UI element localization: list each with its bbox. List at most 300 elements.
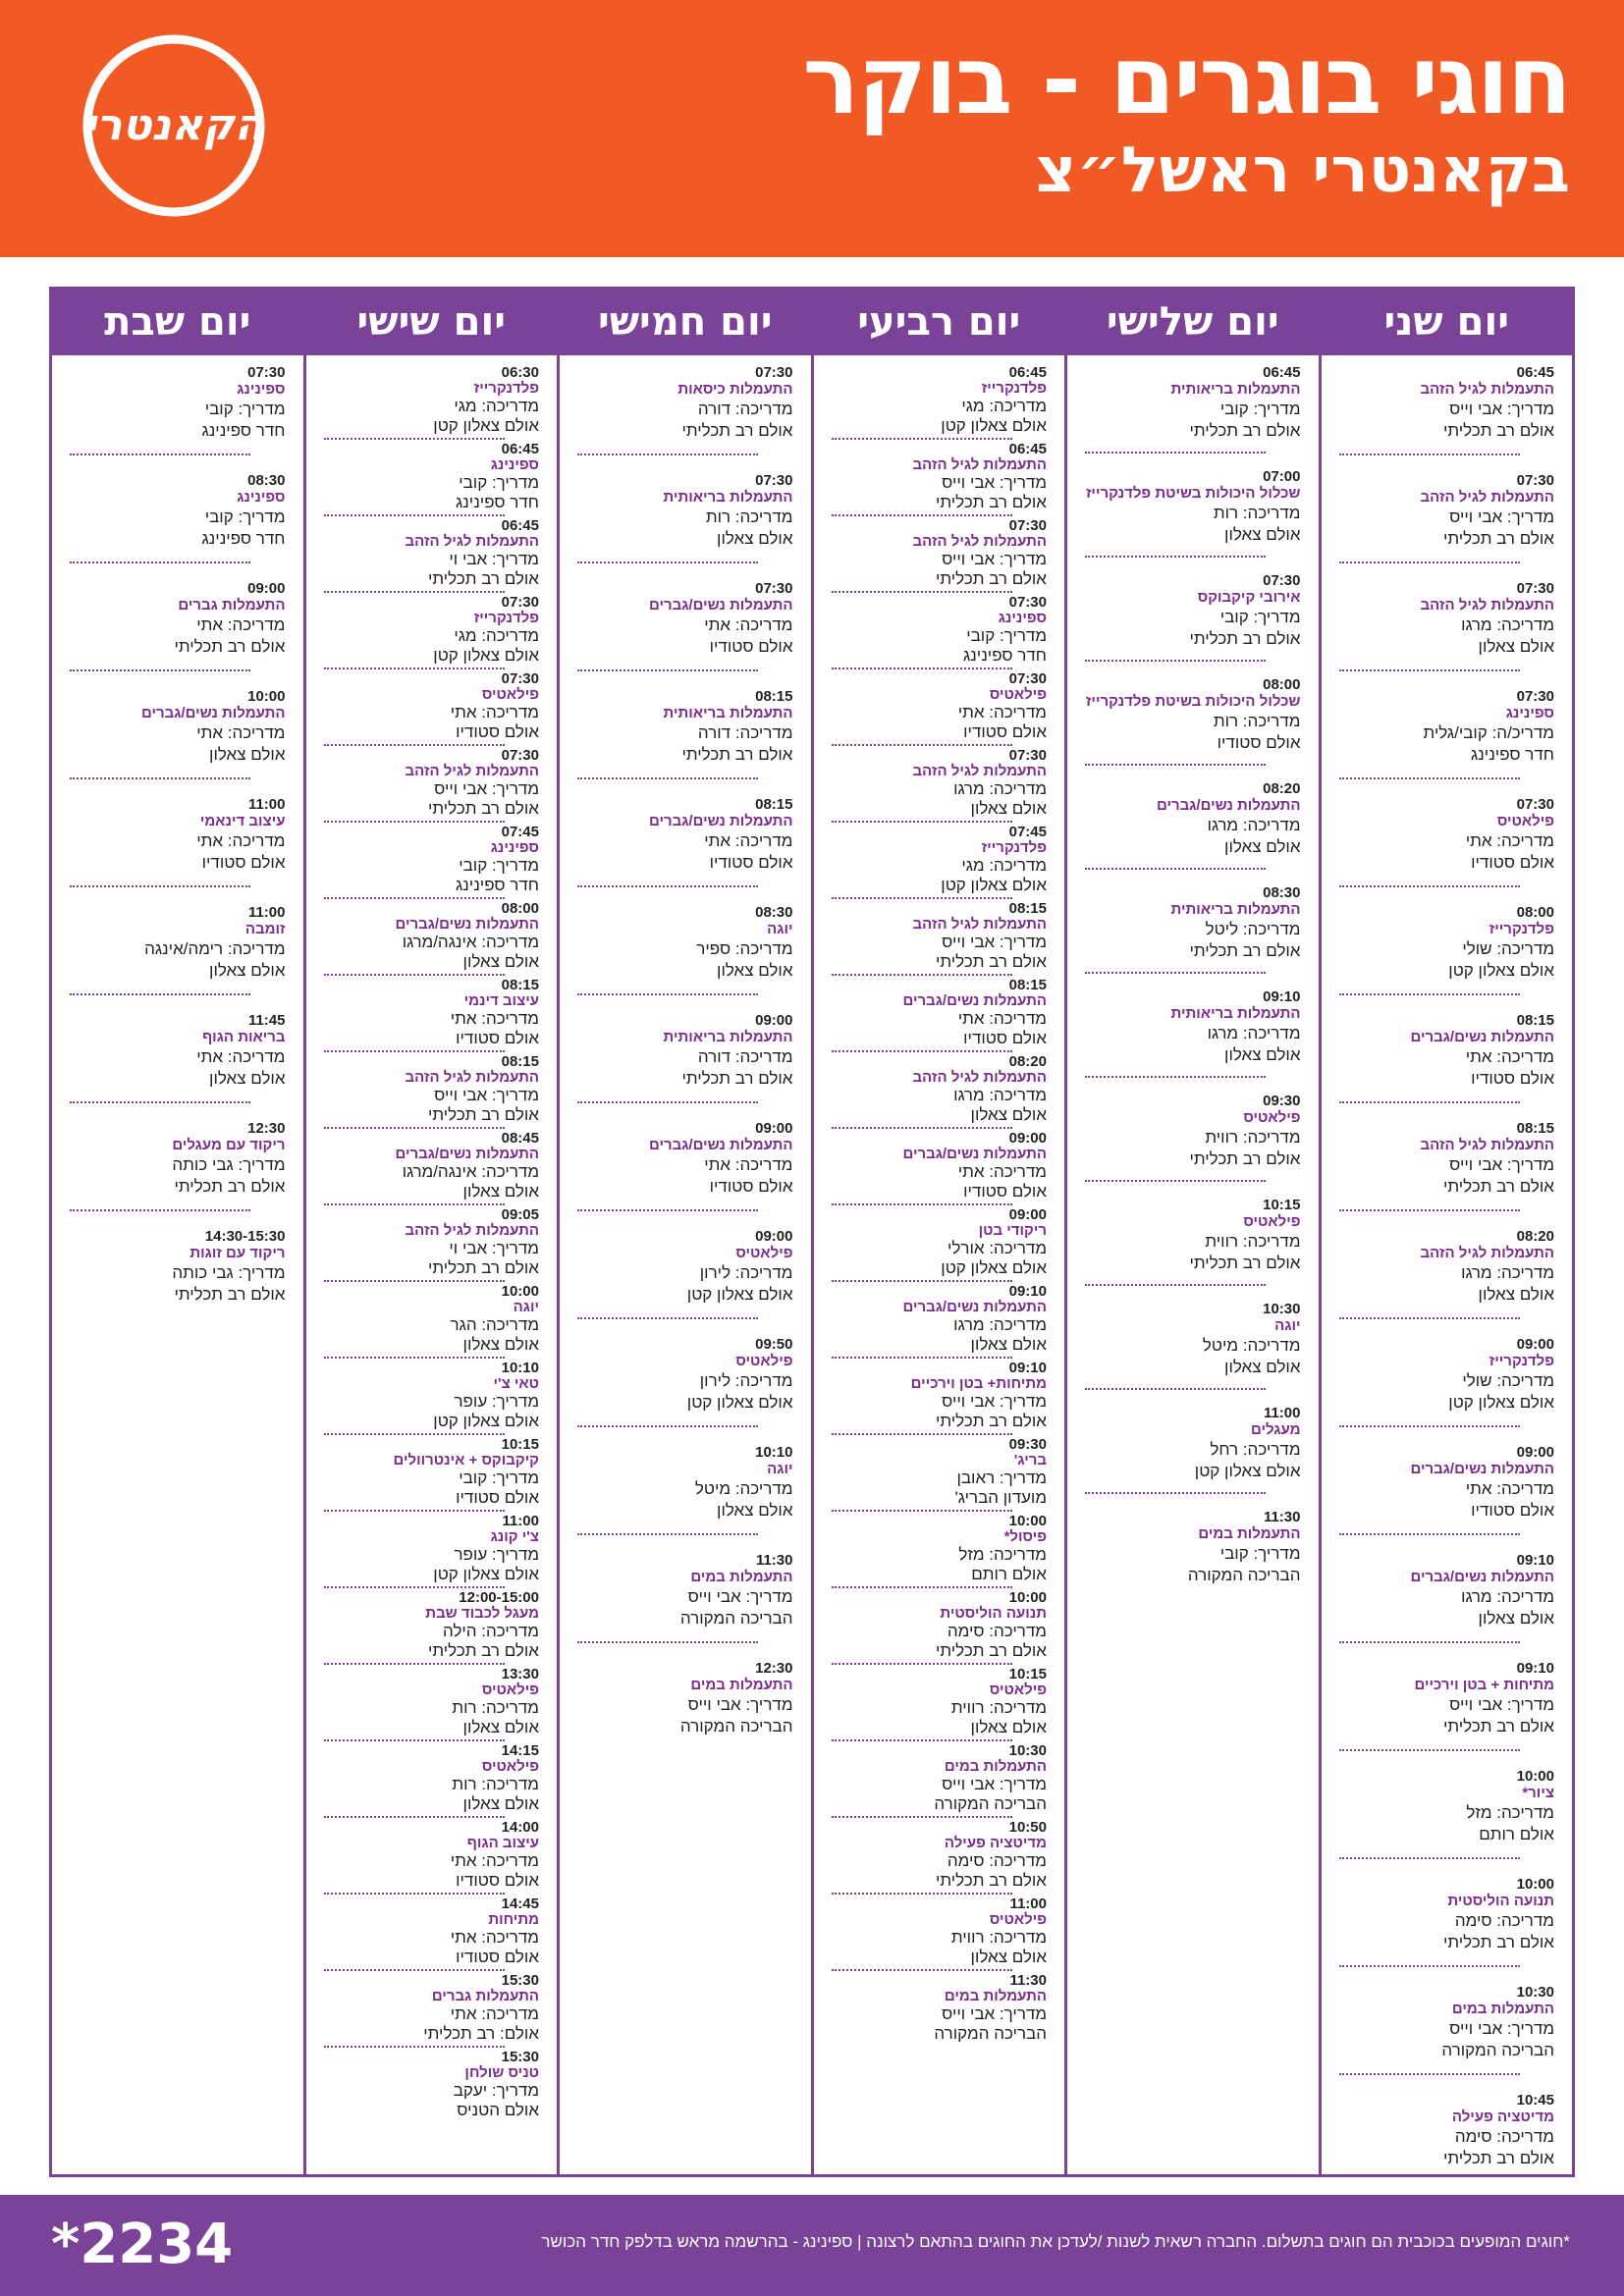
dotted-divider: [1085, 972, 1266, 974]
class-instructor: מדריכה: מרגו: [953, 1315, 1047, 1334]
class-time: 10:45: [1516, 2092, 1554, 2109]
class-item: [577, 365, 793, 442]
class-item: [324, 1667, 540, 1737]
class-instructor: מדריכה: מרגו: [1461, 1587, 1554, 1606]
dotted-divider: [1339, 1425, 1520, 1427]
class-time: 10:50: [1008, 1819, 1047, 1836]
class-location: אולם צאלון: [1224, 1358, 1301, 1376]
class-location: חדר ספינינג: [1470, 745, 1554, 764]
class-item: [832, 1820, 1048, 1891]
class-location: הבריכה המקורה: [1441, 2041, 1554, 2059]
dotted-divider: [324, 1357, 505, 1359]
class-item: [832, 978, 1048, 1048]
class-name: התעמלות נשים/גברים: [140, 705, 286, 721]
class-item: [1339, 1229, 1555, 1306]
class-name: שכלול היכולות בשיטת פלדנקרייז: [1085, 693, 1301, 710]
class-name: התעמלות במים: [690, 1569, 793, 1585]
class-time: 08:00: [501, 900, 539, 917]
class-time: 10:00: [247, 688, 286, 705]
class-location: אולם רב תכליתי: [1442, 1177, 1554, 1196]
dotted-divider: [324, 2046, 505, 2048]
class-name: התעמלות במים: [1451, 2001, 1554, 2017]
class-item: [1339, 797, 1555, 874]
class-time: 10:00: [1516, 1876, 1554, 1893]
class-location: אולם צאלון: [970, 1948, 1047, 1966]
class-time: 15:30: [501, 2049, 539, 2065]
class-instructor: מדריכה: רימה/אינגה: [144, 939, 286, 958]
dotted-divider: [1085, 1076, 1266, 1078]
class-instructor: מדריכה: דורה: [697, 400, 793, 418]
dotted-divider: [1339, 1533, 1520, 1535]
class-instructor: מדריך: אבי וייס: [1449, 1155, 1554, 1174]
class-item: [577, 1553, 793, 1629]
class-name: זומבה: [244, 921, 286, 937]
class-location: אולם רב תכליתי: [681, 421, 793, 440]
class-name: התעמלות לגיל הזהב: [1420, 597, 1554, 614]
class-time: 09:10: [1516, 1660, 1554, 1677]
class-time: 10:30: [1516, 1984, 1554, 2001]
header-banner: [0, 0, 1624, 257]
footer-note: *חוגים המופעים בכוכבית הם חוגים בתשלום. החברה רשאית לשנות /לעדכן את החוגים בהתאם לרצונה | ספינינג - בהרשמה מראש בדלפק חדר הכושר: [541, 2232, 1570, 2251]
dotted-divider: [324, 1816, 505, 1818]
class-item: [577, 1337, 793, 1414]
class-item: [1085, 1094, 1301, 1170]
class-item: [324, 518, 540, 589]
class-item: [577, 1445, 793, 1522]
dotted-divider: [577, 1101, 758, 1103]
class-time: 07:30: [1516, 796, 1554, 813]
class-item: [832, 1361, 1048, 1431]
dotted-divider: [577, 454, 758, 455]
class-name: התעמלות נשים/גברים: [902, 992, 1047, 1009]
class-location: אולם צאלון קטן: [941, 416, 1047, 435]
day-classes: [814, 355, 1065, 2174]
class-time: 06:30: [501, 364, 539, 381]
dotted-divider: [324, 1586, 505, 1588]
class-name: פילאטיס: [1496, 813, 1554, 829]
class-time: 09:00: [1516, 1336, 1554, 1353]
logo-text: הקאנטרי: [83, 100, 264, 150]
dotted-divider: [832, 1510, 1012, 1512]
class-time: 08:30: [247, 472, 286, 489]
class-instructor: מדריכה: סימה: [947, 1851, 1047, 1870]
dotted-divider: [832, 1280, 1012, 1282]
class-instructor: מדריכה: מזל: [958, 1545, 1047, 1564]
class-location: אולם צאלון: [970, 1105, 1047, 1124]
class-item: [324, 2050, 540, 2120]
dotted-divider: [832, 1357, 1012, 1359]
class-name: ריקוד עם מעגלים: [172, 1137, 286, 1153]
dotted-divider: [70, 1101, 250, 1103]
footer-bar: [0, 2195, 1624, 2296]
class-location: חדר ספינינג: [201, 421, 286, 440]
class-item: [324, 1590, 540, 1661]
class-location: אולם צאלון קטן: [433, 1412, 539, 1430]
dotted-divider: [832, 1739, 1012, 1741]
class-instructor: מדריך: קובי: [1219, 400, 1301, 418]
class-item: [832, 1054, 1048, 1125]
class-time: 09:00: [1008, 1130, 1047, 1147]
class-item: [577, 473, 793, 550]
class-item: [1085, 1406, 1301, 1482]
class-location: אולם צאלון: [209, 745, 286, 764]
class-location: אולם רב תכליתי: [1442, 1933, 1554, 1951]
class-instructor: מדריכה: מרגו: [1461, 1263, 1554, 1282]
dotted-divider: [1085, 764, 1266, 766]
class-item: [324, 1207, 540, 1278]
dotted-divider: [577, 1317, 758, 1319]
class-name: התעמלות לגיל הזהב: [405, 533, 539, 550]
dotted-divider: [832, 1203, 1012, 1205]
class-instructor: מדריכה: לירון: [699, 1263, 793, 1282]
class-location: אולם סטודיו: [1471, 1069, 1554, 1088]
class-name: מעגל לכבוד שבת: [425, 1605, 539, 1622]
class-instructor: מדריך: אבי וייס: [942, 473, 1047, 492]
dotted-divider: [1085, 868, 1266, 870]
class-time: 11:00: [1263, 1405, 1301, 1421]
dotted-divider: [1339, 1857, 1520, 1859]
class-location: אולם רב תכליתי: [427, 569, 539, 588]
class-item: [324, 901, 540, 972]
class-location: אולם צאלון: [209, 961, 286, 980]
class-item: [1339, 1769, 1555, 1845]
class-name: ספינינג: [998, 610, 1047, 626]
class-time: 09:00: [1516, 1444, 1554, 1461]
class-item: [324, 442, 540, 512]
class-instructor: מדריכה: מגי: [961, 856, 1047, 875]
class-item: [70, 689, 286, 766]
class-item: [832, 671, 1048, 742]
class-instructor: מדריכה: סימה: [947, 1622, 1047, 1640]
class-name: פילאטיס: [1243, 1213, 1301, 1230]
dotted-divider: [1339, 777, 1520, 779]
day-classes: [52, 355, 303, 2174]
dotted-divider: [832, 438, 1012, 440]
class-location: אולם רב תכליתי: [427, 1105, 539, 1124]
dotted-divider: [324, 1280, 505, 1282]
class-location: אולם צאלון קטן: [941, 876, 1047, 894]
class-item: [832, 1207, 1048, 1278]
class-location: אולם צאלון קטן: [433, 646, 539, 665]
dotted-divider: [577, 993, 758, 995]
class-name: מעגלים: [1250, 1421, 1301, 1438]
class-location: אולם צאלון: [1224, 525, 1301, 544]
class-name: התעמלות לגיל הזהב: [912, 916, 1047, 933]
class-time: 07:30: [755, 472, 793, 489]
class-instructor: מדריכה: שולי: [1462, 1371, 1554, 1390]
class-item: [324, 1973, 540, 2044]
dotted-divider: [1339, 1965, 1520, 1967]
class-name: התעמלות בריאותית: [1170, 1005, 1301, 1022]
class-name: התעמלות לגיל הזהב: [912, 763, 1047, 779]
class-time: 07:30: [1008, 747, 1047, 764]
header-titles: [802, 26, 1570, 208]
class-item: [577, 905, 793, 982]
class-name: צ'י קונג: [490, 1528, 539, 1545]
class-instructor: מדריכה: רווית: [1205, 1128, 1301, 1147]
dotted-divider: [1339, 1641, 1520, 1643]
class-instructor: מדריך: קובי: [459, 473, 539, 492]
class-name: התעמלות נשים/גברים: [648, 1137, 793, 1153]
class-location: אולם צאלון קטן: [1448, 961, 1554, 980]
class-name: טאי צ'י: [493, 1375, 539, 1392]
class-instructor: מדריכה: סימה: [1454, 2127, 1554, 2146]
class-item: [70, 1013, 286, 1090]
class-location: הבריכה המקורה: [934, 2024, 1047, 2043]
class-time: 09:10: [1263, 988, 1301, 1005]
day-header: יום שבת: [52, 290, 303, 355]
class-item: [324, 978, 540, 1048]
dotted-divider: [832, 514, 1012, 516]
class-location: אולם רב תכליתי: [935, 952, 1047, 971]
class-time: 07:30: [247, 364, 286, 381]
class-item: [1339, 1877, 1555, 1953]
dotted-divider: [832, 1893, 1012, 1895]
class-instructor: מדריכה: מזל: [1466, 1803, 1554, 1822]
class-name: ספינינג: [1505, 705, 1554, 721]
class-location: חדר ספינינג: [201, 529, 286, 548]
class-time: 08:15: [1516, 1012, 1554, 1029]
class-item: [577, 1229, 793, 1306]
dotted-divider: [577, 669, 758, 671]
dotted-divider: [1339, 1749, 1520, 1751]
dotted-divider: [324, 1050, 505, 1052]
dotted-divider: [577, 777, 758, 779]
class-location: אולם סטודיו: [456, 1029, 539, 1047]
class-name: עיצוב דינאמי: [199, 813, 286, 829]
class-location: אולם רב תכליתי: [1189, 941, 1301, 960]
class-item: [1085, 365, 1301, 442]
class-name: התעמלות במים: [944, 1758, 1047, 1775]
class-location: אולם צאלון: [462, 952, 539, 971]
schedule-grid: [49, 287, 1575, 2177]
class-item: [1085, 885, 1301, 962]
day-classes: [560, 355, 811, 2174]
class-item: [324, 365, 540, 436]
class-time: 07:30: [1516, 580, 1554, 597]
class-instructor: מדריכה: אתי: [196, 723, 286, 742]
class-location: אולם סטודיו: [456, 1948, 539, 1966]
class-time: 08:15: [1008, 900, 1047, 917]
class-item: [832, 1973, 1048, 2044]
class-name: בריג': [1013, 1452, 1047, 1468]
dotted-divider: [832, 1586, 1012, 1588]
class-name: התעמלות לגיל הזהב: [912, 533, 1047, 550]
class-time: 08:30: [755, 904, 793, 921]
class-location: אולם הטניס: [457, 2101, 539, 2119]
class-location: אולם צאלון קטן: [686, 1285, 793, 1304]
class-instructor: מדריכה: אתי: [704, 1155, 793, 1174]
class-location: אולם רב תכליתי: [935, 1412, 1047, 1430]
class-location: אולם צאלון: [717, 961, 793, 980]
class-location: חדר ספינינג: [455, 493, 539, 511]
class-instructor: מדריך: קובי: [459, 1468, 539, 1487]
class-instructor: מדריכה: מרגו: [953, 779, 1047, 798]
class-time: 11:30: [755, 1552, 793, 1569]
class-name: פילאטיס: [1243, 1109, 1301, 1126]
class-location: אולם רותם: [971, 1565, 1047, 1583]
dotted-divider: [324, 1663, 505, 1665]
class-location: הבריכה המקורה: [679, 1717, 793, 1735]
class-item: [324, 1437, 540, 1508]
class-location: אולם צאלון: [970, 799, 1047, 818]
class-item: [832, 518, 1048, 589]
class-instructor: מדריך: אבי וייס: [434, 779, 539, 798]
class-item: [577, 1661, 793, 1737]
class-instructor: מדריכה: אתי: [704, 615, 793, 634]
class-name: פילאטיס: [735, 1245, 793, 1261]
class-location: אולם סטודיו: [456, 1871, 539, 1890]
class-name: התעמלות נשים/גברים: [1410, 1569, 1554, 1585]
dotted-divider: [324, 514, 505, 516]
class-location: הבריכה המקורה: [1187, 1566, 1301, 1584]
class-item: [324, 595, 540, 666]
class-name: התעמלות נשים/גברים: [902, 1299, 1047, 1315]
class-item: [1339, 473, 1555, 550]
dotted-divider: [832, 897, 1012, 899]
class-time: 07:30: [1008, 594, 1047, 611]
page-subtitle: בקאנטרי ראשל״צ: [1035, 134, 1570, 207]
class-time: 09:00: [755, 1012, 793, 1029]
class-instructor: מדריך: עופר: [454, 1392, 539, 1411]
class-time: 14:15: [501, 1742, 539, 1759]
class-time: 07:30: [1008, 517, 1047, 534]
dotted-divider: [1085, 1180, 1266, 1182]
day-header: יום שלישי: [1067, 290, 1319, 355]
dotted-divider: [577, 1641, 758, 1643]
class-location: אולם צאלון קטן: [1448, 1393, 1554, 1412]
class-time: 11:30: [1263, 1509, 1301, 1525]
class-instructor: מדריכה: רחל: [1210, 1440, 1301, 1459]
class-item: [324, 1361, 540, 1431]
class-location: אולם רב תכליתי: [1442, 1717, 1554, 1735]
class-name: בריאות הגוף: [202, 1029, 286, 1045]
dotted-divider: [832, 821, 1012, 823]
class-name: ספינינג: [237, 381, 286, 398]
class-time: 06:45: [501, 517, 539, 534]
class-name: יוגה: [767, 1461, 793, 1477]
dotted-divider: [577, 885, 758, 887]
class-location: אולם צאלון קטן: [433, 1565, 539, 1583]
class-instructor: מדריכה: מרגו: [1207, 816, 1301, 834]
class-instructor: מדריכה: רות: [705, 507, 793, 526]
class-time: 09:00: [1008, 1206, 1047, 1223]
class-time: 07:30: [501, 747, 539, 764]
class-name: התעמלות בריאותית: [1170, 381, 1301, 398]
class-time: 12:30: [755, 1660, 793, 1677]
class-location: אולם צאלון: [209, 1069, 286, 1088]
day-classes: [306, 355, 558, 2174]
dotted-divider: [324, 591, 505, 593]
class-time: 10:15: [1263, 1197, 1301, 1213]
dotted-divider: [832, 1969, 1012, 1971]
class-name: התעמלות במים: [1198, 1525, 1301, 1542]
class-time: 11:00: [502, 1513, 539, 1529]
class-item: [1339, 581, 1555, 658]
dotted-divider: [577, 561, 758, 563]
class-time: 09:10: [1516, 1552, 1554, 1569]
class-name: התעמלות לגיל הזהב: [912, 456, 1047, 473]
class-name: התעמלות גברים: [178, 597, 286, 614]
class-location: הבריכה המקורה: [679, 1609, 793, 1628]
class-location: אולם רב תכליתי: [935, 569, 1047, 588]
class-time: 11:45: [247, 1012, 286, 1029]
class-name: התעמלות גברים: [431, 1988, 539, 2004]
class-location: אולם צאלון קטן: [433, 416, 539, 435]
class-name: פלדנקרייז: [981, 839, 1047, 856]
class-time: 10:15: [1008, 1666, 1047, 1682]
class-time: 08:15: [755, 796, 793, 813]
class-name: התעמלות לגיל הזהב: [405, 1222, 539, 1239]
dotted-divider: [1085, 1492, 1266, 1494]
dotted-divider: [832, 1050, 1012, 1052]
class-name: שכלול היכולות בשיטת פלדנקרייז: [1085, 485, 1301, 502]
country-club-logo: [71, 27, 277, 224]
class-name: עיצוב הגוף: [466, 1835, 539, 1851]
class-item: [832, 1131, 1048, 1201]
class-time: 09:00: [755, 1228, 793, 1245]
class-item: [1085, 1198, 1301, 1274]
class-name: ספינינג: [490, 456, 539, 473]
class-instructor: מדריך: אבי וייס: [1449, 1695, 1554, 1714]
class-item: [324, 1743, 540, 1814]
class-location: אולם סטודיו: [709, 853, 793, 872]
dotted-divider: [324, 821, 505, 823]
class-time: 11:00: [247, 904, 286, 921]
class-instructor: מדריכה: אתי: [450, 1009, 539, 1028]
class-item: [324, 1896, 540, 1967]
class-name: ריקודי בטן: [978, 1222, 1047, 1239]
class-time: 14:30-15:30: [204, 1228, 286, 1245]
class-time: 10:15: [501, 1436, 539, 1453]
class-location: אולם סטודיו: [963, 722, 1047, 741]
class-instructor: מדריכה: ליטל: [1205, 920, 1301, 938]
class-location: אולם: רב תכליתי: [423, 2024, 539, 2043]
dotted-divider: [324, 1203, 505, 1205]
class-instructor: מדריך: אבי וייס: [942, 933, 1047, 951]
class-item: [1085, 469, 1301, 546]
class-time: 07:30: [755, 364, 793, 381]
class-instructor: מדריכה: רות: [452, 1698, 539, 1717]
class-name: ספינינג: [237, 489, 286, 506]
dotted-divider: [70, 561, 250, 563]
class-instructor: מדריך: קובי: [1219, 1544, 1301, 1563]
class-time: 12:00-15:00: [459, 1589, 539, 1606]
class-instructor: מדריכה: לירון: [699, 1371, 793, 1390]
class-location: אולם צאלון: [717, 1501, 793, 1520]
phone-number[interactable]: *2234: [51, 2213, 234, 2276]
class-instructor: מדריך: אבי וייס: [942, 1392, 1047, 1411]
day-column: [557, 290, 811, 2174]
class-name: מתיחות + בטן וירכיים: [1414, 1677, 1554, 1693]
dotted-divider: [1339, 1317, 1520, 1319]
class-instructor: מדריך: קובי: [966, 626, 1047, 645]
class-time: 08:15: [501, 977, 539, 993]
class-location: אולם רב תכליתי: [427, 1258, 539, 1277]
class-item: [1339, 1121, 1555, 1198]
class-location: אולם צאלון: [462, 1794, 539, 1813]
dotted-divider: [1339, 885, 1520, 887]
class-location: אולם רב תכליתי: [174, 637, 286, 656]
class-item: [324, 1284, 540, 1355]
dotted-divider: [1339, 454, 1520, 455]
class-location: אולם סטודיו: [201, 853, 286, 872]
class-time: 07:30: [1516, 472, 1554, 489]
class-name: התעמלות במים: [690, 1677, 793, 1693]
class-instructor: מדריך: עופר: [454, 1545, 539, 1564]
dotted-divider: [577, 1209, 758, 1211]
class-name: פילאטיס: [989, 1911, 1047, 1928]
